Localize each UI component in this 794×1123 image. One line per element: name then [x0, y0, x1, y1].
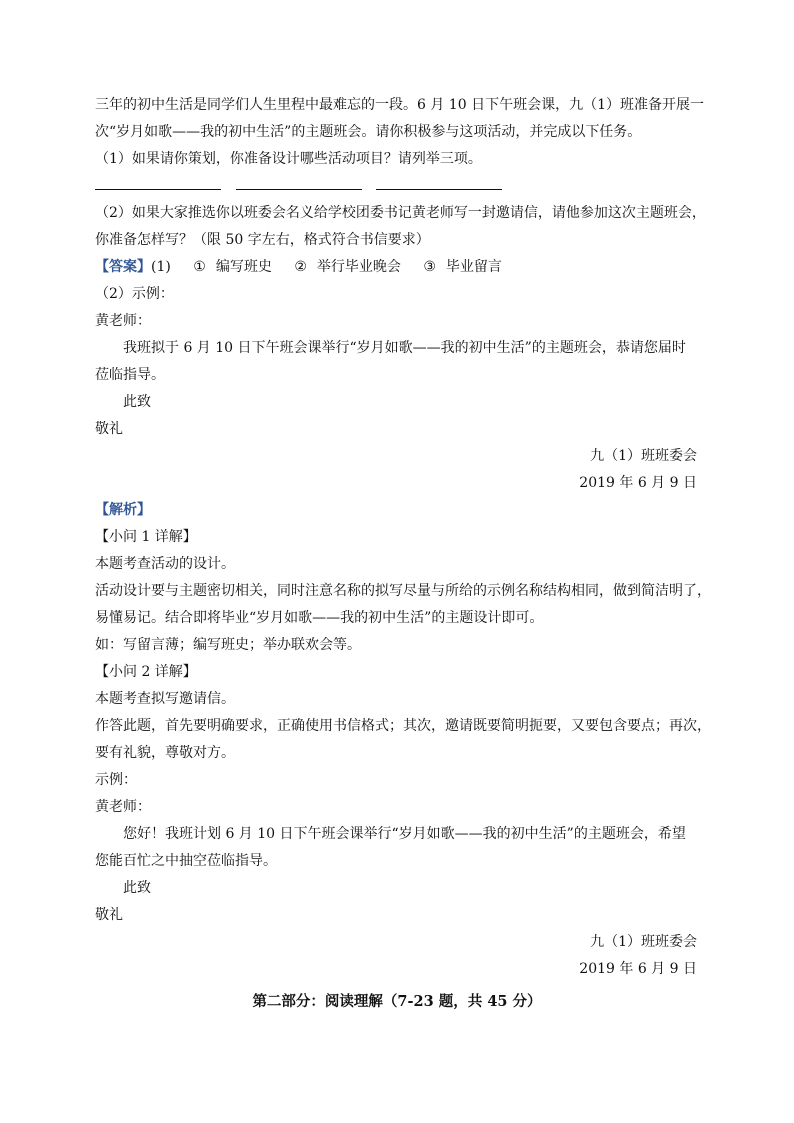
answer-letter-body-1: 我班拟于 6 月 10 日下午班会课举行“岁月如歌——我的初中生活”的主题班会，恭请您届时 — [123, 340, 686, 356]
analysis-sub-1-line-2: 活动设计要与主题密切相关，同时注意名称的拟写尽量与所给的示例名称结构相同，做到简洁明了， — [95, 583, 711, 599]
analysis-sub-1-line-4: 如：写留言薄；编写班史；举办联欢会等。 — [95, 637, 361, 653]
answer-blank-2[interactable] — [236, 189, 362, 190]
analysis-letter-body-1: 您好！我班计划 6 月 10 日下午班会课举行“岁月如歌——我的初中生活”的主题班会，希望 — [123, 826, 686, 842]
answer-letter-salutation: 黄老师： — [95, 313, 151, 329]
option-number: ③ — [423, 259, 436, 275]
analysis-letter-closing-1: 此致 — [123, 880, 151, 896]
option-text: 编写班史 — [215, 259, 272, 275]
answer-letter-closing-1: 此致 — [123, 394, 151, 410]
analysis-letter-body-2: 您能百忙之中抽空莅临指导。 — [95, 853, 277, 869]
answer-letter-date: 2019 年 6 月 9 日 — [579, 475, 697, 491]
option-text: 毕业留言 — [445, 259, 502, 275]
analysis-sub-2-title: 【小问 2 详解】 — [95, 664, 197, 680]
analysis-sub-1-line-1: 本题考查活动的设计。 — [95, 556, 235, 572]
option-number: ① — [193, 259, 206, 275]
answer-part-2: （2）示例： — [95, 286, 174, 302]
question-part-2-line-1: （2）如果大家推选你以班委会名义给学校团委书记黄老师写一封邀请信，请他参加这次主题班会， — [95, 205, 706, 221]
answer-label: 【答案】 — [95, 259, 151, 275]
answer-part-1-prefix: (1) — [151, 259, 171, 275]
analysis-sub-2-line-1: 本题考查拟写邀请信。 — [95, 691, 235, 707]
analysis-sub-1-title: 【小问 1 详解】 — [95, 529, 197, 545]
option-number: ② — [294, 259, 307, 275]
question-part-1: （1）如果请你策划，你准备设计哪些活动项目？请列举三项。 — [95, 151, 482, 167]
analysis-sub-1-line-3: 易懂易记。结合即将毕业“岁月如歌——我的初中生活”的主题设计即可。 — [95, 610, 544, 626]
answer-letter-body-2: 莅临指导。 — [95, 367, 165, 383]
answer-option-3 — [423, 254, 502, 281]
option-text: 举行毕业晚会 — [316, 259, 401, 275]
question-intro-line-1: 三年的初中生活是同学们人生里程中最难忘的一段。6 月 10 日下午班会课，九（1）班准备开展一 — [95, 97, 704, 113]
answer-blank-3[interactable] — [376, 189, 502, 190]
answer-option-1 — [193, 254, 272, 281]
question-part-2-line-2: 你准备怎样写？（限 50 字左右，格式符合书信要求） — [95, 232, 430, 248]
question-intro-line-2: 次“岁月如歌——我的初中生活”的主题班会。请你积极参与这项活动，并完成以下任务。 — [95, 124, 642, 140]
analysis-example-label: 示例： — [95, 772, 137, 788]
answer-line — [95, 254, 705, 281]
analysis-letter-closing-2: 敬礼 — [95, 907, 123, 923]
analysis-letter-signature: 九（1）班班委会 — [590, 934, 697, 950]
section-title: 第二部分：阅读理解（7-23 题，共 45 分） — [252, 993, 542, 1010]
analysis-letter-date: 2019 年 6 月 9 日 — [579, 961, 697, 977]
analysis-sub-2-line-3: 要有礼貌，尊敬对方。 — [95, 745, 235, 761]
question-content — [95, 92, 711, 983]
analysis-letter-salutation: 黄老师： — [95, 799, 151, 815]
answer-option-2 — [294, 254, 401, 281]
answer-letter-signature: 九（1）班班委会 — [590, 448, 697, 464]
analysis-label: 【解析】 — [95, 502, 151, 518]
analysis-label-line — [95, 497, 705, 524]
answer-blanks — [95, 173, 705, 200]
answer-blank-1[interactable] — [95, 189, 221, 190]
answer-letter-closing-2: 敬礼 — [95, 421, 123, 437]
analysis-sub-2-line-2: 作答此题，首先要明确要求，正确使用书信格式；其次，邀请既要简明扼要，又要包含要点；再次， — [95, 718, 711, 734]
